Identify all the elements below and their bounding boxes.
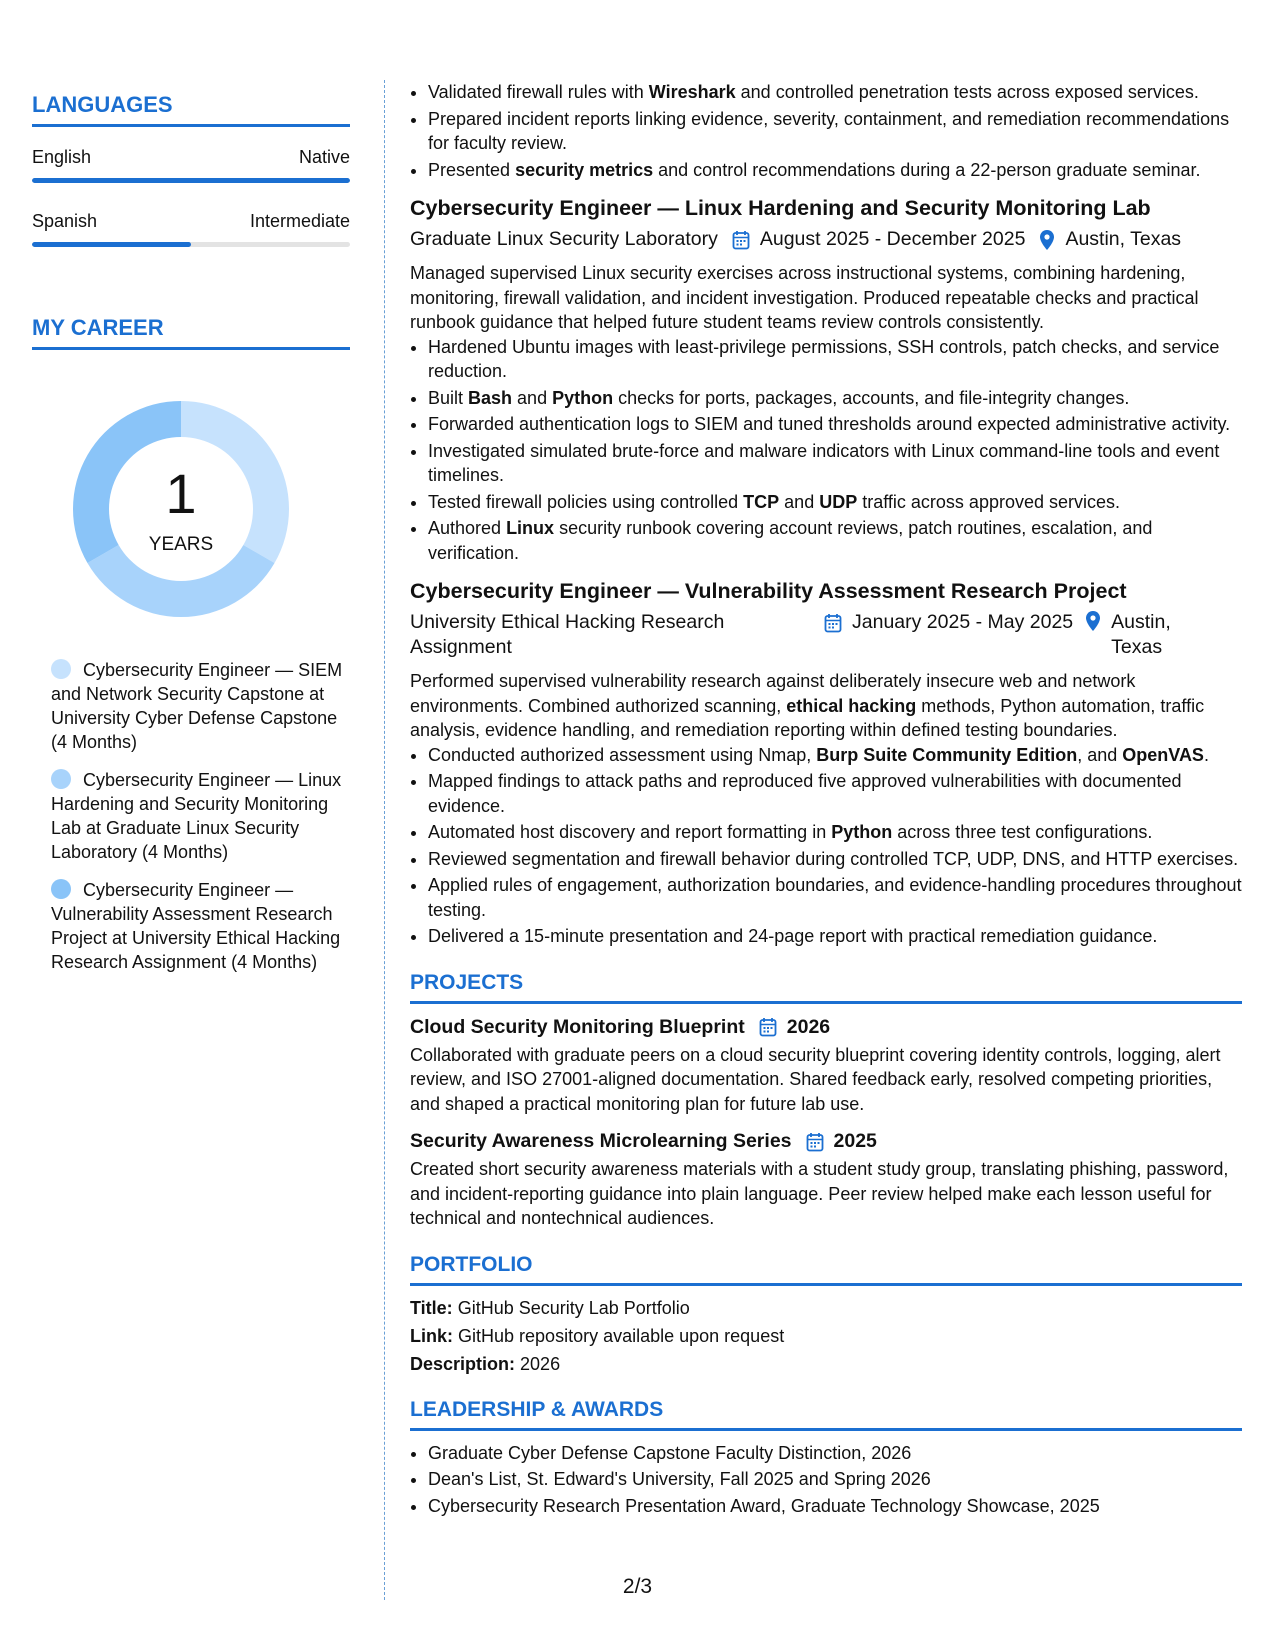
bullet-item: • Delivered a 15-minute presentation and 24-page report with practical remediation guidance. [428, 924, 1242, 949]
career-total-unit: YEARS [148, 534, 214, 555]
project-entry [410, 1016, 1242, 1117]
project-year: 2025 [833, 1130, 877, 1152]
portfolio-link-row: Link: GitHub repository available upon request [410, 1325, 785, 1346]
calendar-icon [759, 1017, 777, 1037]
job-location: Austin, Texas [1065, 228, 1182, 250]
language-english [32, 147, 350, 183]
awards-list [410, 1441, 1242, 1519]
bullet-item: • Authored Linux security runbook covering account reviews, patch routines, escalation, and verification. [428, 516, 1242, 565]
bullet-item: • Automated host discovery and report formatting in Python across three test configurations. [428, 820, 1242, 845]
job-title: Cybersecurity Engineer — Linux Hardening and Security Monitoring Lab [410, 196, 1151, 220]
job-location: Austin, Texas [1111, 611, 1171, 658]
job-bullets [410, 335, 1242, 566]
legend-dot [51, 769, 71, 789]
career-legend-item: Cybersecurity Engineer — Linux Hardening and Security Monitoring Lab at Graduate Linux Security Laboratory (4 Months) [51, 770, 342, 862]
project-name: Cloud Security Monitoring Blueprint [410, 1015, 745, 1038]
project-entry [410, 1130, 1242, 1231]
project-description: Collaborated with graduate peers on a cloud security blueprint covering identity controls, logging, alert review, and ISO 27001-aligned documentation. Shared feedback early, resolved competing priorities, and shaped a practical monitoring plan for future lab use. [410, 1044, 1221, 1114]
bullet-item: • Conducted authorized assessment using Nmap, Burp Suite Community Edition, and OpenVAS. [428, 743, 1242, 768]
bullet-item: • Prepared incident reports linking evidence, severity, containment, and remediation recommendations for faculty review. [428, 107, 1242, 156]
language-level: Intermediate [249, 211, 350, 231]
bullet-item: • Forwarded authentication logs to SIEM and tuned thresholds around expected administrative activity. [428, 412, 1242, 437]
portfolio-description-row: Description: 2026 [410, 1353, 561, 1374]
career-legend [32, 658, 350, 974]
awards-title: LEADERSHIP & AWARDS [410, 1398, 1242, 1431]
project-description: Created short security awareness materials with a student study group, translating phishing, password, and incident-reporting guidance into plain language. Peer review helped make each lesson useful for technical and nontechnical audiences. [410, 1159, 1229, 1228]
language-name: Spanish [32, 211, 98, 231]
job-dates: January 2025 - May 2025 [852, 611, 1074, 633]
bullet-item: • Tested firewall policies using controlled TCP and UDP traffic across approved services. [428, 490, 1242, 515]
bullet-item: • Built Bash and Python checks for ports, packages, accounts, and file-integrity changes. [428, 386, 1242, 411]
portfolio-title-row: Title: GitHub Security Lab Portfolio [410, 1297, 690, 1318]
language-level: Native [298, 147, 350, 167]
job-summary: Performed supervised vulnerability research against deliberately insecure web and network environments. Combined authorized scanning, ethical hacking methods, Python automation, traffic analysis, evidence handling, and remediation reporting within defined testing boundaries. [410, 671, 1205, 740]
job-organization: University Ethical Hacking Research Assignment [410, 611, 725, 658]
right-column [410, 80, 1242, 1520]
project-name: Security Awareness Microlearning Series [410, 1130, 792, 1152]
project-year: 2026 [786, 1015, 831, 1038]
portfolio-section [410, 1253, 1242, 1376]
left-column [32, 92, 350, 988]
job-entry [410, 579, 1242, 949]
calendar-icon [806, 1132, 824, 1152]
award-item: • Cybersecurity Research Presentation Award, Graduate Technology Showcase, 2025 [428, 1494, 1242, 1519]
job-summary: Managed supervised Linux security exercises across instructional systems, combining hardening, monitoring, firewall validation, and incident investigation. Produced repeatable checks and practical runbook guidance that helped future student teams review controls consistently. [410, 263, 1199, 332]
page-number: 2/3 [622, 1575, 653, 1598]
award-item: • Dean's List, St. Edward's University, Fall 2025 and Spring 2026 [428, 1467, 1242, 1492]
bullet-item: • Hardened Ubuntu images with least-privilege permissions, SSH controls, patch checks, and service reduction. [428, 335, 1242, 384]
career-total-number: 1 [165, 462, 197, 525]
bullet-item: • Presented security metrics and control recommendations during a 22-person graduate seminar. [428, 158, 1242, 183]
award-item: • Graduate Cyber Defense Capstone Faculty Distinction, 2026 [428, 1441, 1242, 1466]
bullet-item: • Mapped findings to attack paths and reproduced five approved vulnerabilities with documented evidence. [428, 769, 1242, 818]
job-organization: Graduate Linux Security Laboratory [410, 228, 718, 250]
language-spanish [32, 211, 350, 247]
language-level-bar [32, 242, 350, 247]
job-title: Cybersecurity Engineer — Vulnerability Assessment Research Project [410, 579, 1127, 603]
job-bullets [410, 743, 1242, 949]
job-entry [410, 196, 1242, 565]
legend-dot [51, 659, 71, 679]
previous-job-bullets [410, 80, 1242, 182]
projects-section [410, 971, 1242, 1231]
location-pin-icon [1039, 229, 1055, 251]
career-legend-item: Cybersecurity Engineer — Vulnerability Assessment Research Project at University Ethical Hacking Research Assignment (4 Months) [51, 880, 341, 972]
career-donut-chart [66, 394, 296, 624]
legend-dot [51, 879, 71, 899]
bullet-item: • Validated firewall rules with Wireshark and controlled penetration tests across exposed services. [428, 80, 1242, 105]
bullet-item: • Reviewed segmentation and firewall behavior during controlled TCP, UDP, DNS, and HTTP exercises. [428, 847, 1242, 872]
languages-title: LANGUAGES [32, 92, 350, 127]
bullet-item: • Applied rules of engagement, authorization boundaries, and evidence-handling procedures throughout testing. [428, 873, 1242, 922]
bullet-item: • Investigated simulated brute-force and malware indicators with Linux command-line tools and event timelines. [428, 439, 1242, 488]
career-title: MY CAREER [32, 315, 350, 350]
awards-section [410, 1398, 1242, 1519]
calendar-icon [824, 613, 842, 633]
career-legend-item: Cybersecurity Engineer — SIEM and Network Security Capstone at University Cyber Defense Capstone (4 Months) [51, 660, 343, 752]
column-divider [384, 80, 385, 1600]
language-level-bar [32, 178, 350, 183]
language-name: English [32, 147, 92, 167]
portfolio-title: PORTFOLIO [410, 1253, 1242, 1286]
projects-title: PROJECTS [410, 971, 1242, 1004]
location-pin-icon [1085, 610, 1101, 632]
job-dates: August 2025 - December 2025 [759, 228, 1026, 250]
calendar-icon [732, 230, 750, 250]
